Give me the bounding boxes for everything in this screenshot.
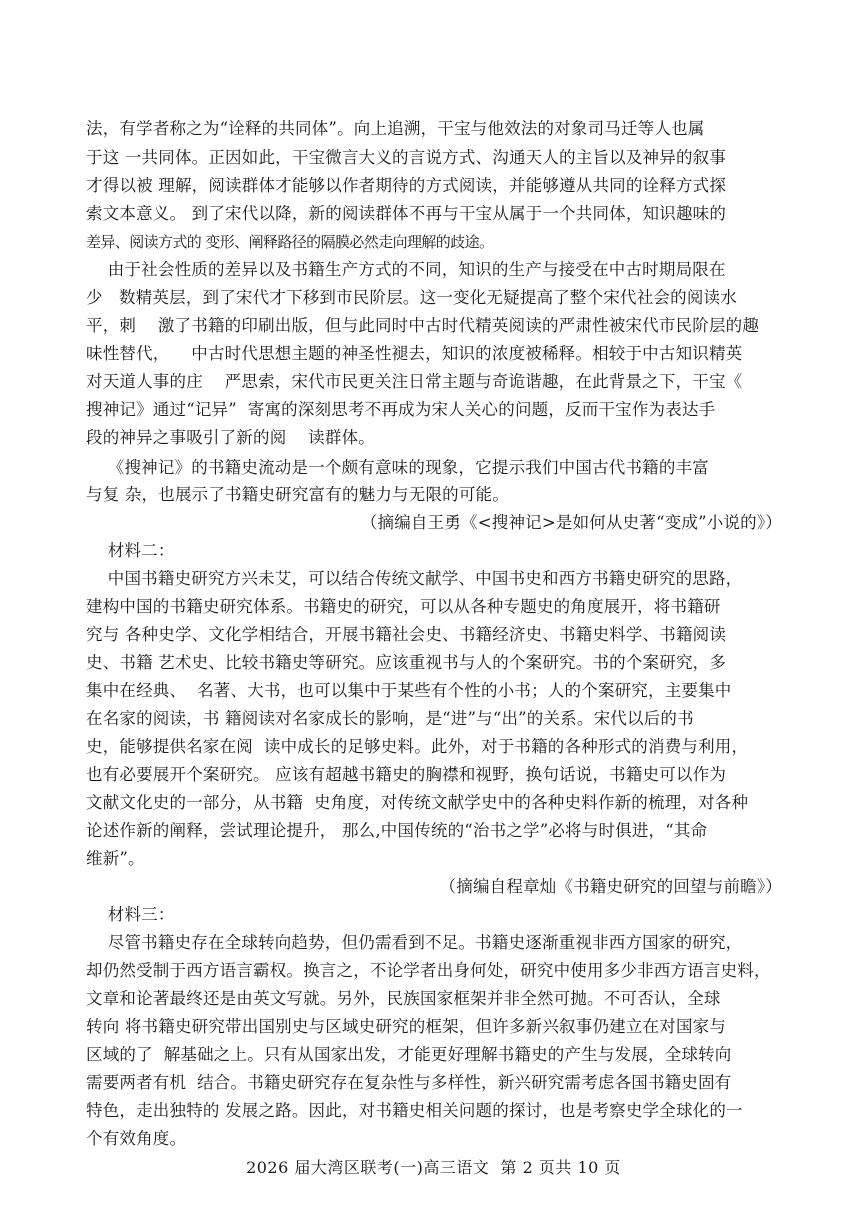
text-line: 搜神记》通过“记异” 寄寓的深刻思考不再成为宋人关心的问题，反而干宝作为表达手	[86, 400, 716, 419]
text-line: 特色，走出独特的 发展之路。因此，对书籍史相关问题的探讨，也是考察史学全球化的一	[86, 1101, 743, 1120]
text-line: 才得以被 理解，阅读群体才能够以作者期待的方式阅读，并能够遵从共同的诠释方式探	[86, 176, 727, 195]
text-line: 平，刺 激了书籍的印刷出版，但与此同时中古时代精英阅读的严肃性被宋代市民阶层的趣	[86, 316, 760, 335]
text-line: 与复 杂，也展示了书籍史研究富有的魅力与无限的可能。	[86, 485, 509, 504]
text-line: 个有效角度。	[86, 1129, 187, 1148]
section-heading: 材料三：	[86, 905, 175, 924]
text-line: 中国书籍史研究方兴未艾，可以结合传统文献学、中国书史和西方书籍史研究的思路，	[86, 569, 743, 588]
text-line: 需要两者有机 结合。书籍史研究存在复杂性与多样性，新兴研究需考虑各国书籍史固有	[86, 1073, 732, 1092]
text-line: 文献文化史的一部分，从书籍 史角度，对传统文献学史中的各种史料作新的梳理，对各种	[86, 793, 749, 812]
text-line: 论述作新的阐释，尝试理论提升， 那么,中国传统的“治书之学”必将与时俱进，“其命	[86, 821, 708, 840]
text-line: 史，能够提供名家在阅 读中成长的足够史料。此外，对于书籍的各种形式的消费与利用，	[86, 737, 749, 756]
text-line: 对天道人事的庄 严思索，宋代市民更关注日常主题与奇诡谐趣，在此背景之下，干宝《	[86, 372, 743, 391]
page-footer: 2026 届大湾区联考(一)高三语文 第 2 页共 10 页	[246, 1158, 621, 1177]
text-line: 集中在经典、 名著、大书，也可以集中于某些有个性的小书；人的个案研究，主要集中	[86, 681, 732, 700]
text-line: 文章和论著最终还是由英文写就。另外，民族国家框架并非全然可抛。不可否认，全球	[86, 989, 721, 1008]
text-line: 转向 将书籍史研究带出国别史与区域史研究的框架，但许多新兴叙事仍建立在对国家与	[86, 1017, 727, 1036]
text-line: 建构中国的书籍史研究体系。书籍史的研究，可以从各种专题史的角度展开，将书籍研	[86, 597, 721, 616]
text-line: 维新”。	[86, 849, 145, 868]
text-line: 也有必要展开个案研究。 应该有超越书籍史的胸襟和视野，换句话说，书籍史可以作为	[86, 765, 727, 784]
text-line: 于这 一共同体。正因如此，干宝微言大义的言说方式、沟通天人的主旨以及神异的叙事	[86, 148, 727, 167]
text-line: 味性替代， 中古时代思想主题的神圣性褪去，知识的浓度被稀释。相较于中古知识精英	[86, 344, 743, 363]
text-line: 由于社会性质的差异以及书籍生产方式的不同，知识的生产与接受在中古时期局限在	[86, 260, 726, 279]
text-line: 在名家的阅读，书 籍阅读对名家成长的影响，是“进”与“出”的关系。宋代以后的书	[86, 709, 694, 728]
text-line: 史、书籍 艺术史、比较书籍史等研究。应该重视书与人的个案研究。书的个案研究，多	[86, 653, 727, 672]
text-line: 尽管书籍史存在全球转向趋势，但仍需看到不足。书籍史逐渐重视非西方国家的研究，	[86, 933, 743, 952]
text-line: 《搜神记》的书籍史流动是一个颇有意味的现象，它提示我们中国古代书籍的丰富	[86, 458, 709, 477]
text-line: 差异、阅读方式的 变形、阐释路径的隔膜必然走向理解的歧途。	[86, 233, 494, 251]
text-line: 少 数精英层，到了宋代才下移到市民阶层。这一变化无疑提高了整个宋代社会的阅读水	[86, 288, 737, 307]
text-line: 区域的了 解基础之上。只有从国家出发，才能更好理解书籍史的产生与发展，全球转向	[86, 1045, 732, 1064]
source-citation: （摘编自程章灿《书籍史研究的回望与前瞻》）	[439, 877, 782, 896]
section-heading: 材料二：	[86, 541, 175, 560]
text-line: 却仍然受制于西方语言霸权。换言之，不论学者出身何处，研究中使用多少非西方语言史料，	[86, 961, 771, 980]
source-citation: （摘编自王勇《<搜神记>是如何从史著“变成”小说的》）	[360, 513, 782, 532]
text-line: 段的神异之事吸引了新的阅 读群体。	[86, 428, 375, 447]
text-line: 法，有学者称之为“诠释的共同体”。向上追溯，干宝与他效法的对象司马迁等人也属	[86, 119, 705, 138]
text-line: 究与 各种史学、文化学相结合，开展书籍社会史、书籍经济史、书籍史料学、书籍阅读	[86, 625, 727, 644]
text-line: 索文本意义。 到了宋代以降，新的阅读群体不再与干宝从属于一个共同体，知识趣味的	[86, 204, 727, 223]
